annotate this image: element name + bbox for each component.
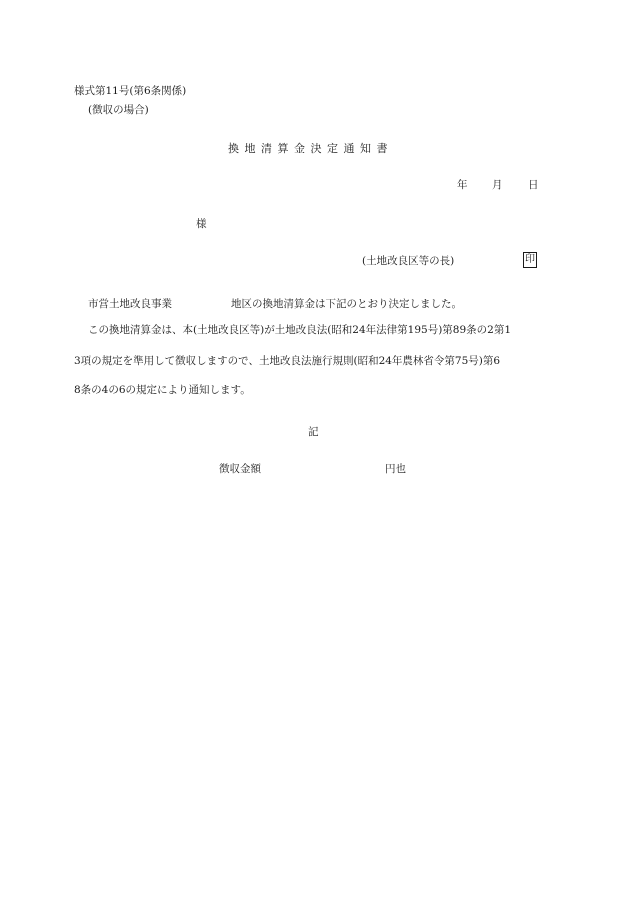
date-year-label: 年 [457, 179, 468, 191]
paragraph2-line1: この換地清算金は、本(土地改良区等)が土地改良法(昭和24年法律第195号)第89条の2第1 [88, 324, 512, 336]
paragraph1-project: 市営土地改良事業 [88, 298, 172, 310]
recipient-honorific: 様 [196, 218, 207, 230]
seal-mark: 印 [523, 252, 537, 268]
date-day-label: 日 [528, 179, 539, 191]
form-number: 様式第11号(第6条関係) [74, 85, 187, 97]
ki-heading: 記 [308, 426, 319, 438]
form-subtitle: (徴収の場合) [88, 104, 149, 116]
amount-unit: 円也 [385, 463, 406, 475]
paragraph2-line3: 8条の4の6の規定により通知します。 [74, 384, 251, 396]
issuer-label: (土地改良区等の長) [362, 255, 455, 267]
document-title: 換地清算金決定通知書 [228, 142, 393, 155]
amount-label: 徴収金額 [219, 463, 261, 475]
paragraph1-decision: 地区の換地清算金は下記のとおり決定しました。 [231, 298, 462, 310]
date-month-label: 月 [492, 179, 503, 191]
paragraph2-line2: 3項の規定を準用して徴収しますので、土地改良法施行規則(昭和24年農林省令第75号)第6 [74, 355, 501, 367]
